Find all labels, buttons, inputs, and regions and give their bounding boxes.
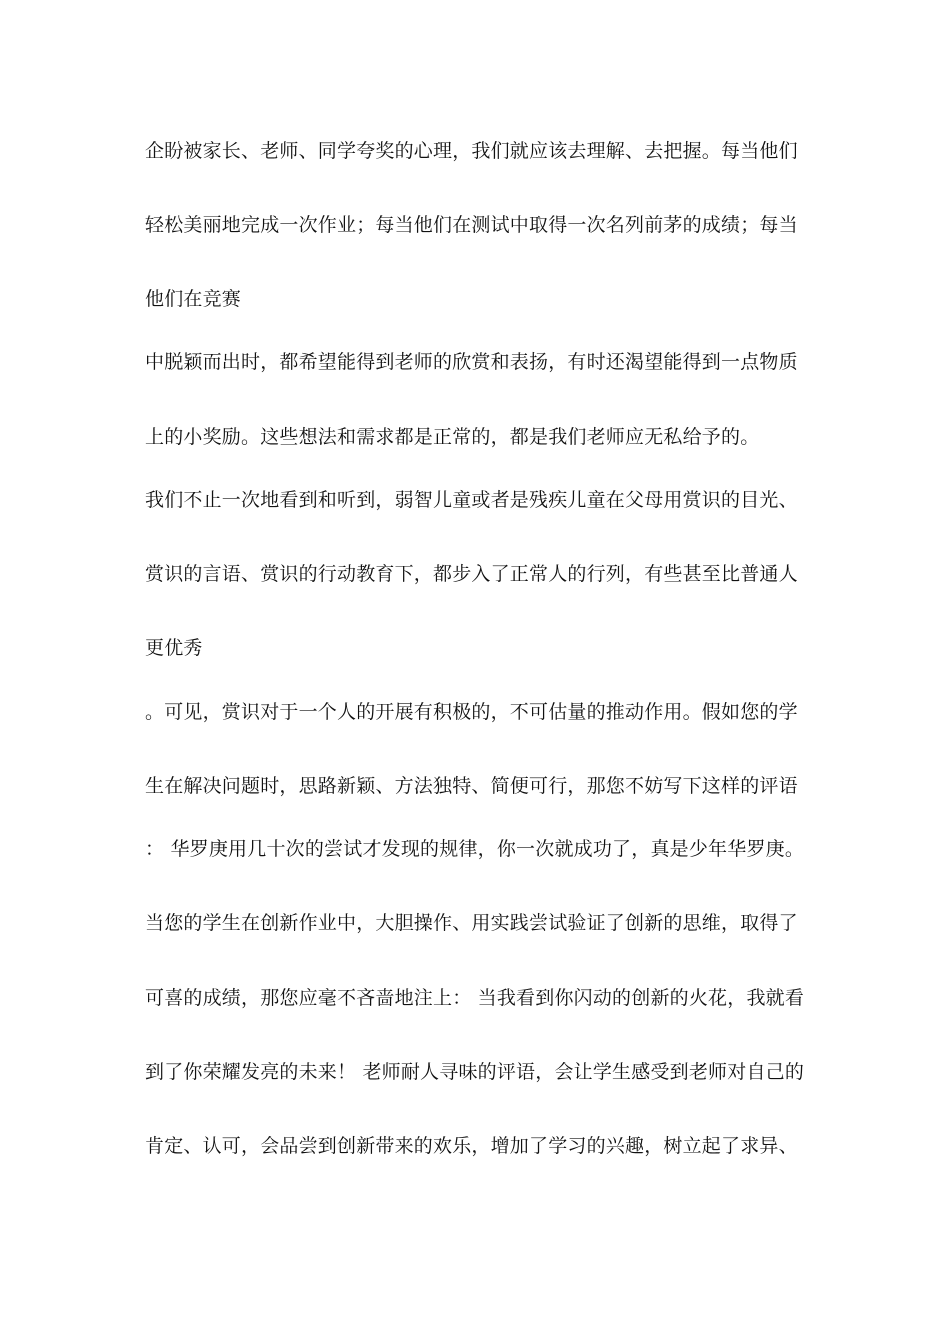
text-line: 可喜的成绩，那您应毫不吝啬地注上： 当我看到你闪动的创新的火花，我就看	[145, 987, 805, 1009]
text-line: 肯定、认可，会品尝到创新带来的欢乐，增加了学习的兴趣，树立起了求异、	[145, 1135, 798, 1157]
text-line: 我们不止一次地看到和听到，弱智儿童或者是残疾儿童在父母用赏识的目光、	[145, 489, 798, 511]
text-line: 当您的学生在创新作业中，大胆操作、用实践尝试验证了创新的思维，取得了	[145, 912, 798, 934]
text-line: 他们在竞赛	[145, 288, 242, 310]
text-line: 。可见，赏识对于一个人的开展有积极的，不可估量的推动作用。假如您的学	[145, 701, 798, 723]
text-line: 上的小奖励。这些想法和需求都是正常的，都是我们老师应无私给予的。	[145, 426, 760, 448]
text-line: 生在解决问题时，思路新颖、方法独特、简便可行，那您不妨写下这样的评语	[145, 775, 798, 797]
text-line: 轻松美丽地完成一次作业；每当他们在测试中取得一次名列前茅的成绩；每当	[145, 214, 798, 236]
text-line: 中脱颖而出时，都希望能得到老师的欣赏和表扬，有时还渴望能得到一点物质	[145, 351, 798, 373]
text-line: 企盼被家长、老师、同学夸奖的心理，我们就应该去理解、去把握。每当他们	[145, 140, 798, 162]
text-line: 到了你荣耀发亮的未来！ 老师耐人寻味的评语，会让学生感受到老师对自己的	[145, 1061, 805, 1083]
text-line: ： 华罗庚用几十次的尝试才发现的规律，你一次就成功了，真是少年华罗庚。	[145, 838, 805, 860]
text-line: 更优秀	[145, 637, 203, 659]
text-line: 赏识的言语、赏识的行动教育下，都步入了正常人的行列，有些甚至比普通人	[145, 563, 798, 585]
